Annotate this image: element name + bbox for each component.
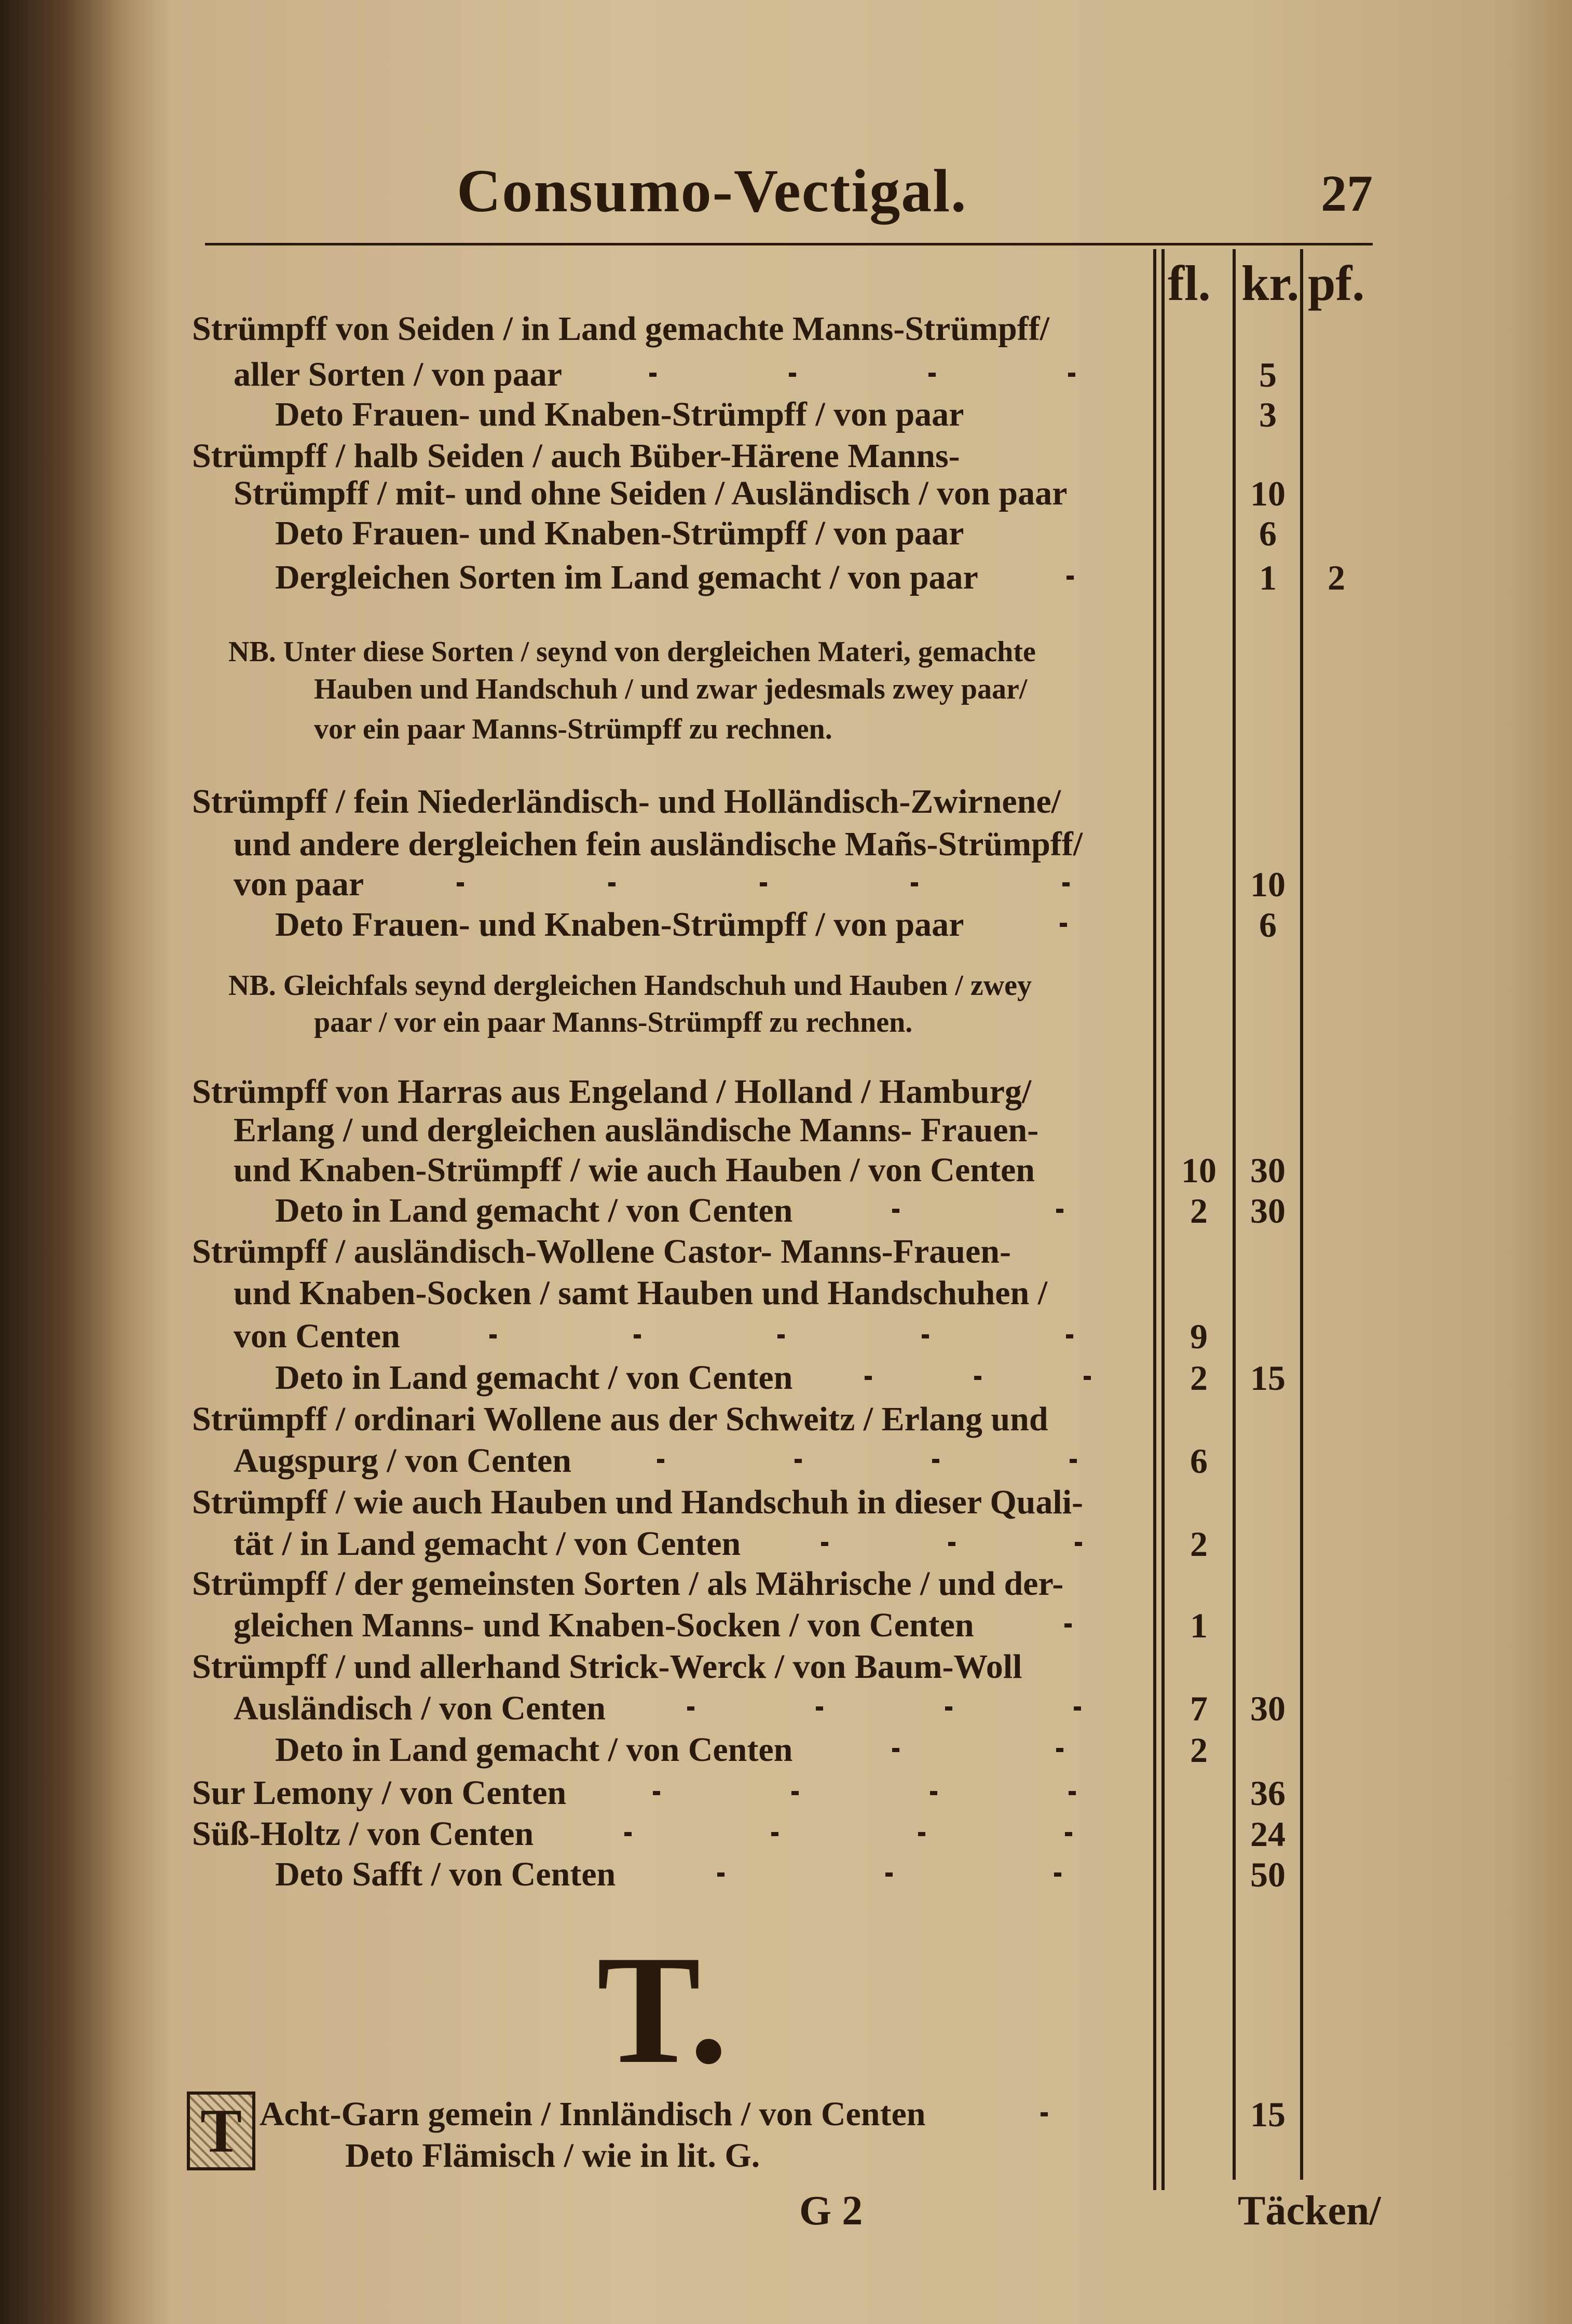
dot-leader <box>964 923 1142 927</box>
entry-text: NB. Unter diese Sorten / seynd von dergleichen Materi, gemachte <box>228 636 1036 668</box>
entry-text: Deto Safft / von Centen <box>275 1855 616 1893</box>
entry-line <box>234 1316 1142 1357</box>
entry-line <box>275 1357 1142 1399</box>
leader-dash <box>948 1542 955 1546</box>
entry-text: von Centen <box>234 1317 400 1355</box>
leader-dash <box>1069 1791 1076 1795</box>
column-header-fl: fl. <box>1168 255 1211 311</box>
leader-dash <box>1054 1872 1061 1877</box>
entry-line <box>234 1523 1142 1565</box>
entry-text: Strümpff / wie auch Hauben und Handschuh in dieser Quali- <box>192 1483 1084 1521</box>
amount-fl: 1 <box>1190 1606 1208 1645</box>
leader-dash <box>653 1791 660 1795</box>
leader-dash <box>821 1542 828 1546</box>
entry-line <box>314 668 1142 710</box>
amount-kr: 30 <box>1250 1151 1286 1190</box>
leader-dash <box>1075 1542 1082 1546</box>
leader-dash <box>717 1872 725 1877</box>
entry-line <box>234 824 1142 865</box>
entry-line <box>234 1110 1142 1151</box>
leader-dash <box>1067 576 1074 580</box>
leader-dash <box>918 1832 925 1836</box>
entry-line <box>275 1729 1142 1771</box>
running-header-title: Consumo-Vectigal. <box>457 157 967 225</box>
leader-dash <box>489 1334 497 1338</box>
entry-line <box>192 1772 1142 1814</box>
header-rule <box>205 243 1373 245</box>
entry-line <box>228 965 1142 1006</box>
dot-leader <box>364 882 1142 886</box>
leader-dash <box>932 1459 939 1463</box>
dot-leader <box>792 1376 1142 1380</box>
catchword: Täcken/ <box>1238 2188 1381 2234</box>
leader-dash <box>1064 1623 1072 1628</box>
amount-kr: 6 <box>1259 905 1277 945</box>
dot-leader <box>974 1623 1142 1628</box>
leader-dash <box>687 1706 694 1711</box>
entry-text: Strümpff / mit- und ohne Seiden / Ausländisch / von paar <box>234 474 1068 512</box>
entry-text: und andere dergleichen fein ausländische Mañs-Strümpff/ <box>234 825 1083 863</box>
amount-fl: 2 <box>1190 1358 1208 1398</box>
amount-kr: 24 <box>1250 1814 1286 1854</box>
leader-dash <box>624 1832 632 1836</box>
leader-dash <box>911 882 918 886</box>
column-header-kr: kr. <box>1241 255 1300 311</box>
leader-dash <box>457 882 464 886</box>
amount-kr: 30 <box>1250 1689 1286 1728</box>
entry-line <box>192 1813 1142 1855</box>
leader-dash <box>1056 1748 1063 1752</box>
entry-line <box>234 473 1142 514</box>
amount-kr: 30 <box>1250 1191 1286 1231</box>
leader-dash <box>760 882 767 886</box>
entry-line <box>314 708 1142 750</box>
dot-leader <box>792 1209 1142 1213</box>
entry-text: Deto Frauen- und Knaben-Strümpff / von paar <box>275 514 964 552</box>
amount-fl: 10 <box>1181 1151 1216 1190</box>
entry-text: Deto in Land gemacht / von Centen <box>275 1192 793 1229</box>
entry-line <box>234 1440 1142 1482</box>
leader-dash <box>777 1334 785 1338</box>
amount-kr: 1 <box>1259 558 1277 597</box>
leader-dash <box>1070 1459 1077 1463</box>
leader-dash <box>930 1791 937 1795</box>
column-rule-double-a <box>1153 249 1156 2190</box>
leader-dash <box>922 1334 929 1338</box>
entry-text: NB. Gleichfals seynd dergleichen Handschuh und Hauben / zwey <box>228 969 1032 1002</box>
leader-dash <box>789 373 796 377</box>
entry-text: Strümpff / und allerhand Strick-Werck / von Baum-Woll <box>192 1648 1022 1686</box>
leader-dash <box>1068 373 1075 377</box>
entry-line <box>192 1399 1142 1440</box>
leader-dash <box>608 882 616 886</box>
amount-fl: 9 <box>1190 1317 1208 1356</box>
column-header-pf: pf. <box>1308 255 1365 311</box>
entry-text: paar / vor ein paar Manns-Strümpff zu rechnen. <box>314 1006 913 1038</box>
entry-line <box>234 864 1142 905</box>
leader-dash <box>1065 1832 1072 1836</box>
leader-dash <box>657 1459 664 1463</box>
dot-leader <box>925 2112 1142 2116</box>
ornamented-initial: T <box>187 2091 255 2170</box>
leader-dash <box>1041 2112 1048 2116</box>
amount-kr: 10 <box>1250 865 1286 904</box>
leader-dash <box>865 1376 872 1380</box>
leader-dash <box>1084 1376 1091 1380</box>
entry-text: von paar <box>234 865 364 903</box>
entry-text: Strümpff / halb Seiden / auch Büber-Härene Manns- <box>192 437 960 475</box>
entry-text: Deto Frauen- und Knaben-Strümpff / von paar <box>275 395 964 433</box>
page-number: 27 <box>1321 165 1373 222</box>
entry-line <box>192 435 1142 477</box>
entry-line <box>259 2094 1142 2135</box>
dot-leader <box>400 1334 1142 1338</box>
entry-text: Deto in Land gemacht / von Centen <box>275 1731 793 1769</box>
leader-dash <box>634 1334 641 1338</box>
entry-text: Dergleichen Sorten im Land gemacht / von paar <box>275 558 978 596</box>
entry-line <box>275 513 1142 554</box>
dot-leader <box>978 576 1142 580</box>
entry-line <box>275 557 1142 598</box>
entry-text: Hauben und Handschuh / und zwar jedesmals zwey paar/ <box>314 673 1028 705</box>
amount-kr: 15 <box>1250 2095 1286 2134</box>
amount-fl: 6 <box>1190 1441 1208 1481</box>
entry-line <box>192 1482 1142 1523</box>
leader-dash <box>1066 1334 1073 1338</box>
amount-kr: 15 <box>1250 1358 1286 1398</box>
amount-fl: 2 <box>1190 1524 1208 1564</box>
leader-dash <box>1056 1209 1063 1213</box>
leader-dash <box>795 1459 802 1463</box>
dot-leader <box>741 1542 1142 1546</box>
entry-line <box>275 394 1142 435</box>
entry-text: Erlang / und dergleichen ausländische Manns- Frauen- <box>234 1111 1039 1149</box>
entry-line <box>345 2135 1142 2177</box>
amount-kr: 10 <box>1250 474 1286 513</box>
signature-mark: G 2 <box>799 2188 863 2234</box>
entry-text: vor ein paar Manns-Strümpff zu rechnen. <box>314 713 832 745</box>
dot-leader <box>566 1791 1142 1795</box>
entry-line <box>228 631 1142 673</box>
amount-kr: 50 <box>1250 1855 1286 1894</box>
entry-text: tät / in Land gemacht / von Centen <box>234 1525 741 1563</box>
entry-text: Acht-Garn gemein / Innländisch / von Centen <box>259 2095 926 2133</box>
entry-line <box>234 1273 1142 1314</box>
leader-dash <box>892 1748 899 1752</box>
entry-line <box>192 1231 1142 1273</box>
dot-leader <box>562 373 1142 377</box>
entry-text: Strümpff / fein Niederländisch- und Holländisch-Zwirnene/ <box>192 783 1061 821</box>
entry-line <box>192 1646 1142 1688</box>
entry-text: gleichen Manns- und Knaben-Socken / von Centen <box>234 1606 974 1644</box>
leader-dash <box>885 1872 893 1877</box>
entry-line <box>192 308 1142 350</box>
amount-pf: 2 <box>1328 558 1345 597</box>
leader-dash <box>771 1832 778 1836</box>
entry-text: Strümpff / ausländisch-Wollene Castor- Manns-Frauen- <box>192 1233 1011 1270</box>
leader-dash <box>1062 882 1070 886</box>
entry-line <box>314 1002 1142 1043</box>
leader-dash <box>974 1376 981 1380</box>
entry-line <box>192 1071 1142 1113</box>
entry-line <box>234 354 1142 395</box>
entry-text: Deto Flämisch / wie in lit. G. <box>345 2137 760 2175</box>
entry-text: Strümpff von Seiden / in Land gemachte Manns-Strümpff/ <box>192 310 1049 348</box>
entry-text: Sur Lemony / von Centen <box>192 1774 567 1812</box>
entry-line <box>234 1150 1142 1191</box>
section-letter: T. <box>597 1923 728 2096</box>
dot-leader <box>534 1832 1142 1836</box>
leader-dash <box>945 1706 952 1711</box>
entry-text: Strümpff von Harras aus Engeland / Holland / Hamburg/ <box>192 1073 1032 1111</box>
amount-kr: 3 <box>1259 395 1277 434</box>
entry-text: Deto Frauen- und Knaben-Strümpff / von paar <box>275 906 964 944</box>
entry-text: Augspurg / von Centen <box>234 1442 571 1480</box>
dot-leader <box>792 1748 1142 1752</box>
entry-line <box>192 1563 1142 1605</box>
entry-text: aller Sorten / von paar <box>234 356 563 393</box>
dot-leader <box>616 1872 1142 1877</box>
amount-fl: 2 <box>1190 1191 1208 1231</box>
entry-line <box>192 781 1142 823</box>
amount-kr: 6 <box>1259 514 1277 553</box>
amount-fl: 7 <box>1190 1689 1208 1728</box>
leader-dash <box>649 373 657 377</box>
leader-dash <box>928 373 936 377</box>
entry-line <box>275 904 1142 946</box>
amount-kr: 5 <box>1259 355 1277 394</box>
entry-text: Deto in Land gemacht / von Centen <box>275 1359 793 1397</box>
entry-text: Süß-Holtz / von Centen <box>192 1815 534 1853</box>
leader-dash <box>1074 1706 1081 1711</box>
entry-line <box>234 1688 1142 1729</box>
leader-dash <box>892 1209 899 1213</box>
entry-text: Ausländisch / von Centen <box>234 1689 606 1727</box>
entry-line <box>275 1190 1142 1232</box>
entry-line <box>234 1605 1142 1646</box>
entry-text: Strümpff / der gemeinsten Sorten / als Mährische / und der- <box>192 1565 1064 1603</box>
amount-fl: 2 <box>1190 1730 1208 1770</box>
dot-leader <box>606 1706 1142 1711</box>
leader-dash <box>791 1791 799 1795</box>
entry-text: und Knaben-Socken / samt Hauben und Handschuhen / <box>234 1274 1048 1312</box>
amount-kr: 36 <box>1250 1773 1286 1813</box>
leader-dash <box>1060 923 1067 927</box>
leader-dash <box>816 1706 823 1711</box>
entry-text: Strümpff / ordinari Wollene aus der Schweitz / Erlang und <box>192 1400 1048 1438</box>
dot-leader <box>571 1459 1142 1463</box>
entry-text: und Knaben-Strümpff / wie auch Hauben / von Centen <box>234 1151 1035 1189</box>
entry-line <box>275 1854 1142 1895</box>
column-rule-double-b <box>1161 249 1165 2190</box>
